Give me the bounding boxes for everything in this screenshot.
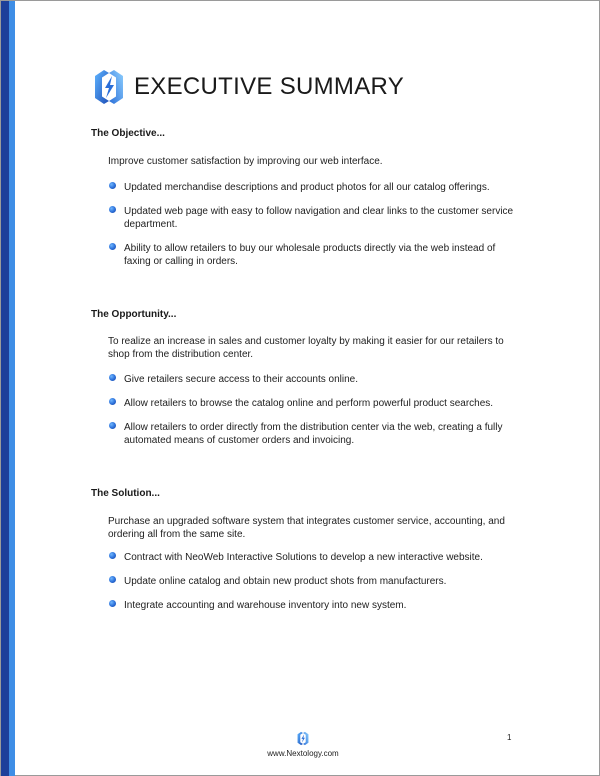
list-item <box>108 397 520 410</box>
left-accent-stripe-dark <box>1 1 9 776</box>
list-item <box>108 181 520 194</box>
footer-url: www.Nextology.com <box>267 749 339 758</box>
section-heading-opportunity: The Opportunity... <box>91 309 177 320</box>
section-intro-solution: Purchase an upgraded software system that integrates customer service, accounting, and ordering all from the same site. <box>108 516 505 540</box>
list-item <box>108 205 520 231</box>
blue-orb-bullet-icon <box>109 422 116 429</box>
footer-logo-icon <box>296 731 310 746</box>
blue-orb-bullet-icon <box>109 374 116 381</box>
blue-orb-bullet-icon <box>109 398 116 405</box>
list-item-text: Updated merchandise descriptions and product photos for all our catalog offerings. <box>124 182 490 193</box>
list-item-text: Integrate accounting and warehouse inventory into new system. <box>124 600 407 611</box>
bullet-list-opportunity <box>108 373 520 447</box>
list-item-text: Allow retailers to browse the catalog online and perform powerful product searches. <box>124 398 494 409</box>
section-intro-opportunity: To realize an increase in sales and customer loyalty by making it easier for our retailers to shop from the distribution center. <box>108 336 504 360</box>
blue-orb-bullet-icon <box>109 182 116 189</box>
section-heading-objective: The Objective... <box>91 128 165 139</box>
bullet-list-objective <box>108 181 520 268</box>
page-number: 1 <box>507 733 512 742</box>
document-header <box>91 67 404 107</box>
list-item <box>108 373 520 386</box>
list-item-text: Updated web page with easy to follow navigation and clear links to the customer service department. <box>124 206 514 230</box>
nextology-hex-logo-icon <box>91 68 127 106</box>
blue-orb-bullet-icon <box>109 600 116 607</box>
list-item <box>108 421 520 447</box>
list-item <box>108 575 520 588</box>
list-item-text: Allow retailers to order directly from the distribution center via the web, creating a fully automated means of customer orders and invoicing. <box>124 422 503 446</box>
blue-orb-bullet-icon <box>109 206 116 213</box>
list-item <box>108 551 520 564</box>
section-heading-solution: The Solution... <box>91 488 160 499</box>
section-intro-objective: Improve customer satisfaction by improving our web interface. <box>108 156 383 167</box>
list-item-text: Contract with NeoWeb Interactive Solutions to develop a new interactive website. <box>124 552 483 563</box>
list-item <box>108 242 520 268</box>
blue-orb-bullet-icon <box>109 552 116 559</box>
list-item <box>108 599 520 612</box>
left-accent-stripe-light <box>9 1 15 776</box>
list-item-text: Update online catalog and obtain new product shots from manufacturers. <box>124 576 447 587</box>
list-item-text: Ability to allow retailers to buy our wholesale products directly via the web instead of faxing or calling in orders. <box>124 243 496 267</box>
bullet-list-solution <box>108 551 520 612</box>
page-title: EXECUTIVE SUMMARY <box>134 73 405 100</box>
blue-orb-bullet-icon <box>109 243 116 250</box>
list-item-text: Give retailers secure access to their accounts online. <box>124 374 358 385</box>
blue-orb-bullet-icon <box>109 576 116 583</box>
